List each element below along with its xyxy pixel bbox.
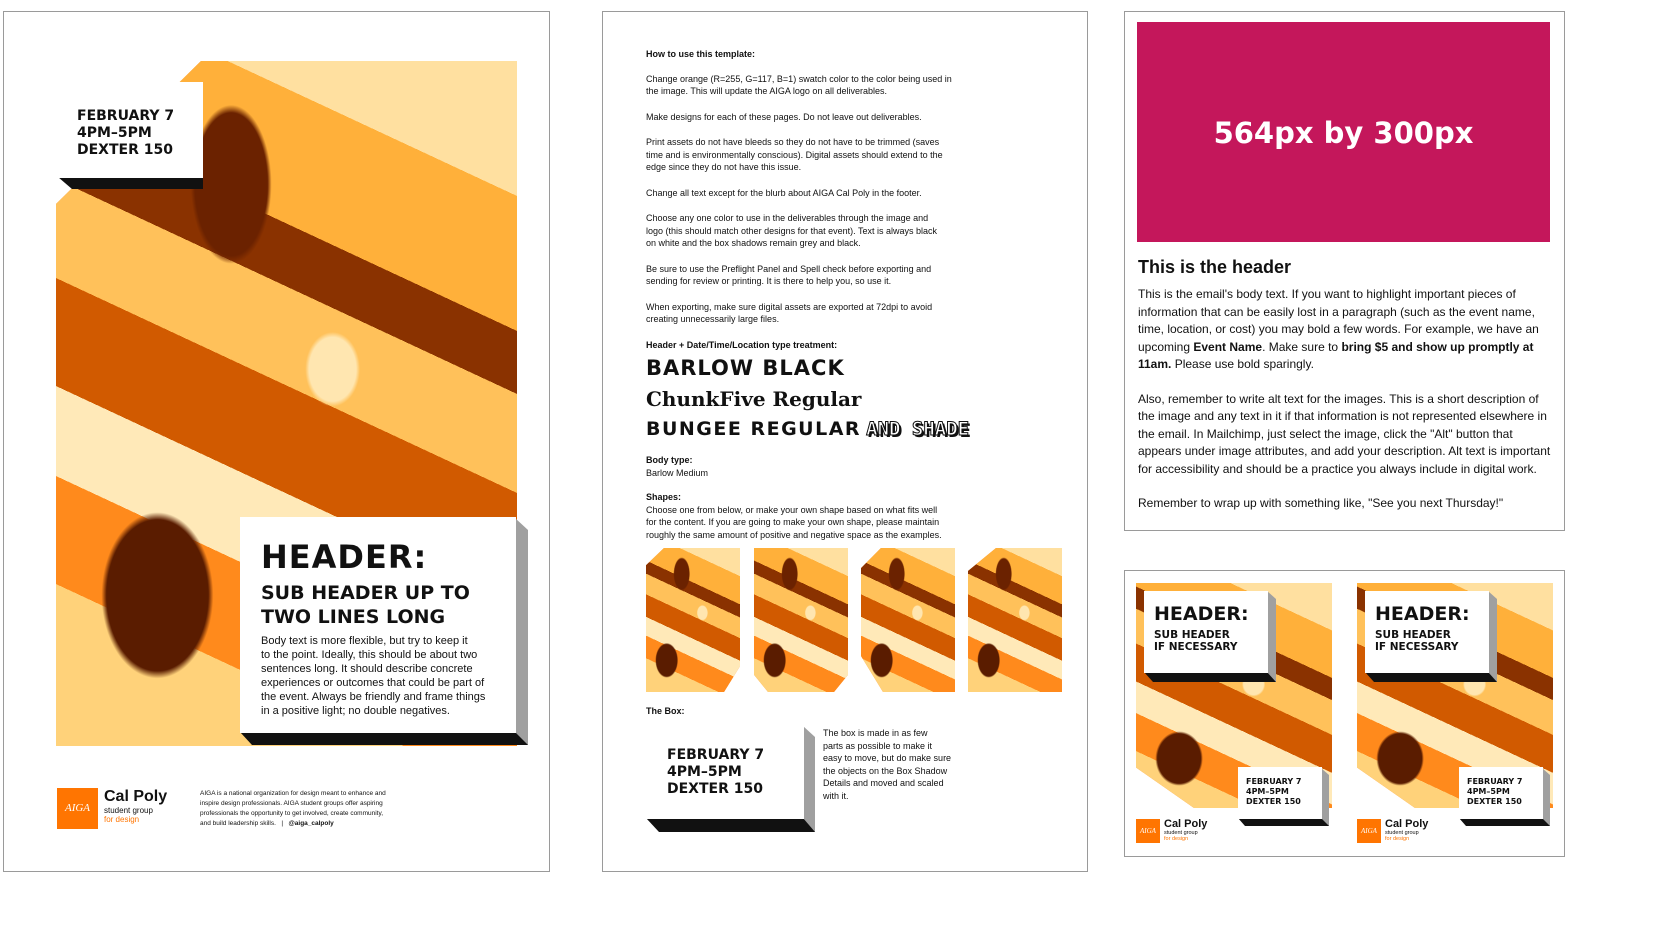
aiga-logo: AIGA [57, 788, 98, 829]
box-description [823, 727, 951, 802]
footer-line: AIGA is a national organization for design meant to enhance and [200, 790, 386, 797]
email-paragraph-2: Also, remember to write alt text for the images. This is a short description of the image and any text in it if that information is not represented elsewhere in the email. In Mailchimp, just select the image, click the "Alt" button that appears under image attributes, and add your description. Alt text is important for accessibility and should be a practice you always include in digital work. [1138, 391, 1551, 476]
social-card-2 [1357, 583, 1553, 845]
social-time: 4PM–5PM [1246, 787, 1289, 796]
poster-body [261, 634, 485, 718]
shape-example-4 [968, 548, 1062, 692]
box-date: FEBRUARY 7 [667, 747, 765, 763]
poster-body-line: sentences long. It should describe concrete [261, 663, 473, 675]
social-header-shadow-side [1267, 591, 1276, 682]
poster-header-box [240, 517, 516, 733]
poster-subheader-line1: SUB HEADER UP TO [261, 582, 470, 604]
box-desc-line: The box is made in as few [823, 728, 928, 738]
social-header: HEADER: [1154, 603, 1249, 625]
example-box [646, 725, 804, 819]
social-header-shadow-bottom [1365, 672, 1497, 682]
shapes-line: roughly the same amount of positive and negative space as the examples. [646, 529, 942, 540]
email-banner [1137, 22, 1550, 242]
body-type-label: Body type: [646, 455, 693, 465]
box-label: The Box: [646, 706, 685, 716]
poster-location: DEXTER 150 [77, 142, 173, 158]
type-treatment-heading: Header + Date/Time/Location type treatment: [646, 339, 838, 350]
poster-header: HEADER: [261, 538, 428, 576]
email-body [1138, 286, 1556, 513]
org-sub2: for design [1164, 836, 1189, 842]
shapes-label: Shapes: [646, 492, 682, 502]
poster-header-box-shadow-bottom [240, 732, 528, 745]
social-header-box [1144, 591, 1268, 673]
box-desc-line: easy to move, but do make sure [823, 753, 952, 763]
social-date: FEBRUARY 7 [1246, 777, 1302, 786]
instruction-line: the image. This will update the AIGA logo on all deliverables. [646, 86, 887, 96]
box-shadow-side [803, 726, 815, 832]
box-time: 4PM–5PM [667, 764, 742, 780]
social-sub1: SUB HEADER [1154, 629, 1230, 641]
email-text: Please use bold sparingly. [1171, 357, 1314, 371]
footer-last: and build leadership skills. [200, 820, 276, 827]
email-bold-text: Event Name [1193, 339, 1263, 354]
email-banner-text: 564px by 300px [1213, 116, 1474, 150]
aiga-logo: AIGA [1357, 819, 1381, 843]
shapes-line: Choose one from below, or make your own shape based on what fits well [646, 504, 938, 515]
social-sub1: SUB HEADER [1375, 629, 1451, 641]
instruction-line: Print assets do not have bleeds so they do not have to be trimmed (saves [646, 137, 940, 147]
box-desc-line: the objects on the Box Shadow [823, 765, 948, 776]
footer-line: inspire design professionals. AIGA student groups offer aspiring [200, 800, 383, 807]
instructions-paragraph [646, 136, 952, 174]
font-sample-bungee: BUNGEE REGULAR [646, 418, 862, 440]
font-sample-barlow: BARLOW BLACK [646, 356, 845, 380]
aiga-logo: AIGA [1136, 819, 1160, 843]
social-date-shadow-side [1321, 768, 1329, 826]
email-page [1124, 11, 1565, 531]
shape-example-1 [646, 548, 740, 692]
font-sample-bungee-shade: AND SHADE [866, 418, 970, 440]
social-date-box [1238, 767, 1322, 819]
instructions-paragraph [646, 301, 952, 326]
instruction-line: When exporting, make sure digital assets are exported at 72dpi to avoid [646, 301, 933, 312]
instructions-paragraph [646, 263, 952, 288]
instruction-line: time and is environmentally conscious). Digital assets should extend to the [646, 149, 943, 160]
org-name: Cal Poly [1385, 818, 1429, 830]
email-text: This is the email's body text. If you want to highlight important pieces of information that can be easily lost in a paragraph (such as the event name, time, location, or cost) you may bold a few words. For example, we have an upcoming [1138, 287, 1539, 354]
org-sub2: for design [1385, 836, 1410, 842]
social-time: 4PM–5PM [1467, 787, 1510, 796]
social-header-shadow-side [1488, 591, 1497, 682]
org-sub1: student group [1385, 830, 1419, 836]
instruction-line: Change all text except for the blurb about AIGA Cal Poly in the footer. [646, 187, 922, 198]
social-location: DEXTER 150 [1246, 797, 1301, 806]
poster-date-box-shadow [58, 177, 203, 189]
email-bold-text: bring $5 and show up promptly at 11am. [1138, 339, 1534, 371]
poster-body-line: in a positive light; no double negatives. [261, 705, 450, 717]
instruction-line: Make designs for each of these pages. Do not leave out deliverables. [646, 111, 922, 122]
instruction-line: edge since they do not have this issue. [646, 162, 802, 172]
poster-footer-text [200, 789, 386, 829]
footer-line [200, 819, 386, 829]
social-date-shadow-bottom [1238, 818, 1329, 826]
social-location: DEXTER 150 [1467, 797, 1522, 806]
shapes-line: for the content. If you are going to make your own shape, please maintain [646, 517, 940, 527]
instructions-page [602, 11, 1088, 872]
footer-separator: | [281, 820, 284, 827]
social-date-shadow-bottom [1459, 818, 1550, 826]
instruction-line: logo (this should match other designs for that event). Text is always black [646, 225, 937, 236]
box-shadow-bottom [646, 818, 815, 832]
social-date-shadow-side [1542, 768, 1550, 826]
email-text: . Make sure to [1262, 339, 1342, 354]
poster-body-line: to the point. Ideally, this should be about two [261, 649, 478, 661]
email-heading: This is the header [1138, 257, 1292, 277]
poster-header-box-shadow-side [515, 518, 528, 745]
box-desc-line: parts as possible to make it [823, 740, 933, 751]
instructions-paragraph [646, 111, 952, 124]
poster-page [3, 11, 550, 872]
box-desc-line: with it. [823, 790, 849, 801]
social-page [1124, 570, 1565, 857]
poster-body-line: the event. Always be friendly and frame things [261, 691, 486, 703]
social-header-shadow-bottom [1144, 672, 1276, 682]
poster-time: 4PM–5PM [77, 125, 152, 141]
poster-date-box [58, 82, 203, 178]
poster-body-line: experiences or outcomes that could be part of [261, 677, 485, 689]
box-location: DEXTER 150 [667, 781, 763, 797]
instruction-line: Be sure to use the Preflight Panel and Spell check before exporting and [646, 263, 932, 274]
instruction-line: on white and the box shadows remain grey and black. [646, 238, 861, 248]
org-sub1: student group [104, 806, 153, 815]
instruction-line: Change orange (R=255, G=117, B=1) swatch color to the color being used in [646, 73, 952, 84]
org-sub1: student group [1164, 830, 1198, 836]
instructions-title: How to use this template: [646, 49, 756, 59]
font-sample-chunkfive: ChunkFive Regular [646, 387, 862, 411]
instructions-paragraph [646, 187, 952, 200]
email-paragraph-3: Remember to wrap up with something like, "See you next Thursday!" [1138, 496, 1504, 510]
social-card-1 [1136, 583, 1332, 845]
instructions-paragraph [646, 212, 952, 250]
org-sub2: for design [104, 815, 140, 824]
social-sub2: IF NECESSARY [1154, 641, 1238, 653]
email-paragraph-1 [1138, 286, 1556, 374]
social-header-box [1365, 591, 1489, 673]
footer-line: professionals the opportunity to get involved, create community, [200, 810, 384, 817]
social-date-box [1459, 767, 1543, 819]
body-type-value: Barlow Medium [646, 467, 709, 478]
poster-body-line: Body text is more flexible, but try to keep it [261, 635, 468, 647]
social-header: HEADER: [1375, 603, 1470, 625]
shape-example-2 [754, 548, 848, 692]
social-date: FEBRUARY 7 [1467, 777, 1523, 786]
org-name: Cal Poly [104, 788, 168, 805]
box-desc-line: Details and moved and scaled [823, 778, 944, 788]
instruction-line: Choose any one color to use in the deliverables through the image and [646, 213, 929, 223]
instruction-line: sending for review or printing. It is there to help you, so use it. [646, 276, 892, 286]
org-name: Cal Poly [1164, 818, 1208, 830]
shape-example-3 [861, 548, 955, 692]
instructions-paragraph [646, 73, 952, 98]
poster-date: FEBRUARY 7 [77, 108, 175, 124]
social-sub2: IF NECESSARY [1375, 641, 1459, 653]
social-handle: @aiga_calpoly [288, 820, 334, 827]
instruction-line: creating unnecessarily large files. [646, 314, 780, 324]
poster-subheader-line2: TWO LINES LONG [261, 606, 446, 628]
